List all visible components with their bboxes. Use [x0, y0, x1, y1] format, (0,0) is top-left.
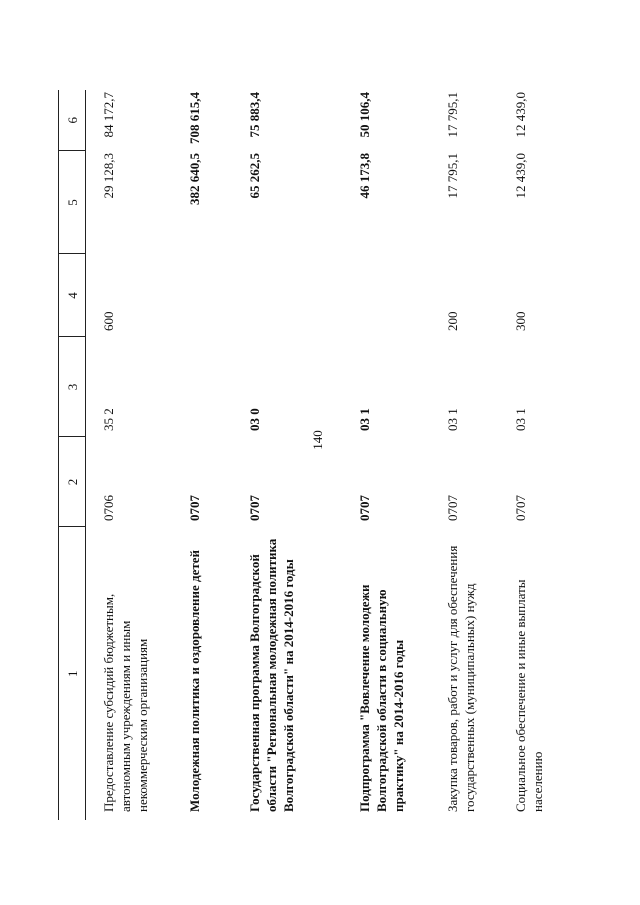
target-code: 03 1: [356, 408, 372, 431]
column-header-5: 5: [59, 151, 86, 254]
expense-type-code: 200: [444, 311, 460, 331]
row-name: Социальное обеспечение и иные выплаты населению: [512, 579, 545, 812]
target-code: [172, 337, 232, 437]
column-header-4: 4: [59, 254, 86, 337]
value-column-6: 708 615,4: [186, 92, 202, 144]
column-header-3: 3: [59, 337, 86, 437]
table-row: [86, 90, 172, 820]
target-code: 35 2: [101, 408, 116, 431]
value-column-5: 17 795,1: [444, 153, 460, 199]
value-column-6: 17 795,1: [444, 92, 460, 138]
section-code: 0707: [444, 495, 460, 521]
expense-type-code: 300: [512, 311, 528, 331]
section-code: 0707: [186, 495, 202, 521]
value-column-6: 75 883,4: [246, 92, 262, 138]
value-column-6: 50 106,4: [356, 92, 372, 138]
section-code: 0707: [246, 495, 262, 521]
expense-type-code: [342, 254, 430, 337]
value-column-5: 65 262,5: [246, 153, 262, 199]
expense-type-code: 600: [101, 311, 116, 331]
target-code: 03 1: [512, 408, 528, 431]
page-number: 140: [310, 430, 325, 450]
value-column-5: 29 128,3: [101, 153, 116, 199]
row-name: Государственная программа Волгоградской области "Региональная молодежная политика Волгоградской области" на 2014-2016 годы: [246, 538, 296, 812]
table-container: [58, 90, 548, 820]
expense-type-code: [232, 254, 342, 337]
row-name: Молодежная политика и оздоровление детей: [186, 549, 202, 812]
table-row: [232, 90, 342, 820]
value-column-6: 12 439,0: [512, 92, 528, 138]
column-header-1: 1: [59, 527, 86, 820]
column-header-2: 2: [59, 437, 86, 527]
target-code: 03 0: [246, 408, 262, 431]
section-code: 0707: [356, 495, 372, 521]
row-name: Предоставление субсидий бюджетным, автономным учреждениям и иным некоммерческим организациям: [101, 593, 150, 812]
budget-table: [58, 90, 550, 820]
column-header-6: 6: [59, 90, 86, 151]
header-row: [59, 90, 86, 820]
expense-type-code: [172, 254, 232, 337]
target-code: 03 1: [444, 408, 460, 431]
section-code: 0706: [101, 495, 116, 521]
table-row: [342, 90, 430, 820]
table-row: [430, 90, 498, 820]
row-name: Подпрограмма "Вовлечение молодежи Волгоградской области в социальную практику" на 2014-2016 годы: [356, 584, 406, 812]
value-column-6: 84 172,7: [101, 92, 116, 138]
value-column-5: 46 173,8: [356, 153, 372, 199]
section-code: 0707: [512, 495, 528, 521]
table-row: [172, 90, 232, 820]
table-row: [498, 90, 550, 820]
value-column-5: 12 439,0: [512, 153, 528, 199]
value-column-5: 382 640,5: [186, 153, 202, 205]
row-name: Закупка товаров, работ и услуг для обеспечения государственных (муниципальных) нужд: [444, 545, 477, 812]
